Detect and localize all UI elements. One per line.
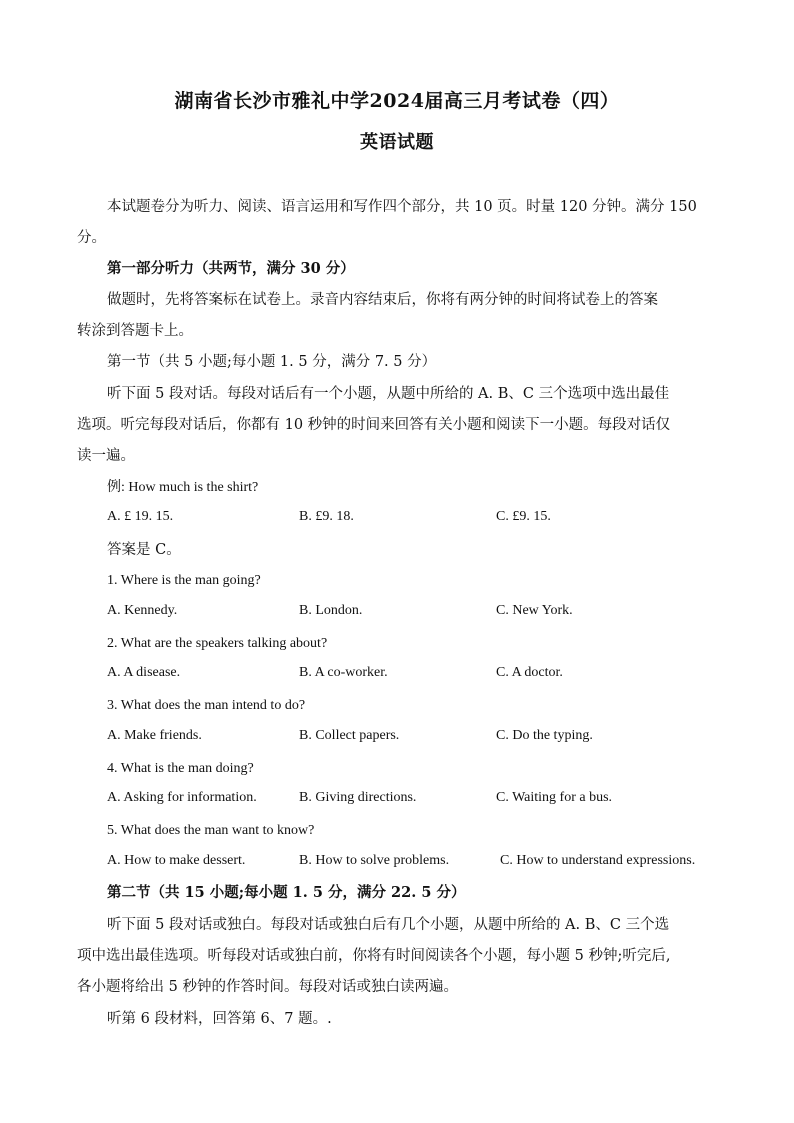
section1-heading: 第一节（共 5 小题;每小题 1. 5 分，满分 7. 5 分） xyxy=(107,354,437,370)
question-2: 2. What are the speakers talking about? xyxy=(107,636,328,651)
question-4-option-a: A. Asking for information. xyxy=(107,790,257,805)
question-2-option-c: C. A doctor. xyxy=(496,665,563,680)
question-4-option-c: C. Waiting for a bus. xyxy=(496,790,613,805)
section1-instruction-line-3: 读一遍。 xyxy=(77,448,135,464)
question-1-option-a: A. Kennedy. xyxy=(107,603,178,618)
question-2-option-b: B. A co-worker. xyxy=(299,665,388,680)
example-option-b: B. £9. 18. xyxy=(299,509,354,524)
question-4: 4. What is the man doing? xyxy=(107,761,254,776)
section2-instruction-line-2: 项中选出最佳选项。听每段对话或独白前，你将有时间阅读各个小题，每小题 5 秒钟;听完后, xyxy=(77,948,671,964)
question-4-option-b: B. Giving directions. xyxy=(299,790,417,805)
part1-heading: 第一部分听力（共两节，满分 30 分） xyxy=(107,260,355,277)
question-1-option-c: C. New York. xyxy=(496,603,573,618)
example-option-c: C. £9. 15. xyxy=(496,509,551,524)
section1-instruction-line-1: 听下面 5 段对话。每段对话后有一个小题，从题中所给的 A. B、C 三个选项中选出最佳 xyxy=(107,386,670,402)
question-5-option-c: C. How to understand expressions. xyxy=(500,853,696,868)
exam-subject: 英语试题 xyxy=(360,132,434,153)
question-5-option-a: A. How to make dessert. xyxy=(107,853,246,868)
example-question: 例: How much is the shirt? xyxy=(107,480,259,495)
intro-line-2: 分。 xyxy=(77,230,106,246)
section2-instruction-line-3: 各小题将给出 5 秒钟的作答时间。每段对话或独白读两遍。 xyxy=(77,979,458,995)
question-3-option-c: C. Do the typing. xyxy=(496,728,593,743)
section2-instruction-line-1: 听下面 5 段对话或独白。每段对话或独白后有几个小题，从题中所给的 A. B、C 三个选 xyxy=(107,917,670,933)
question-5: 5. What does the man want to know? xyxy=(107,823,315,838)
question-3-option-a: A. Make friends. xyxy=(107,728,202,743)
example-answer: 答案是 C。 xyxy=(107,542,181,558)
question-2-option-a: A. A disease. xyxy=(107,665,181,680)
section2-heading: 第二节（共 15 小题;每小题 1. 5 分，满分 22. 5 分） xyxy=(107,884,466,901)
example-option-a: A. £ 19. 15. xyxy=(107,509,174,524)
section1-instruction-line-2: 选项。听完每段对话后，你都有 10 秒钟的时间来回答有关小题和阅读下一小题。每段对话仅 xyxy=(77,417,671,433)
section2-material-note: 听第 6 段材料，回答第 6、7 题。. xyxy=(107,1011,332,1027)
question-1: 1. Where is the man going? xyxy=(107,573,261,588)
question-1-option-b: B. London. xyxy=(299,603,363,618)
intro-line-1: 本试题卷分为听力、阅读、语言运用和写作四个部分，共 10 页。时量 120 分钟。满分 150 xyxy=(107,199,697,215)
part1-instruction-line-2: 转涂到答题卡上。 xyxy=(77,323,193,339)
exam-title: 湖南省长沙市雅礼中学2024届高三月考试卷（四） xyxy=(174,90,620,112)
part1-instruction-line-1: 做题时，先将答案标在试卷上。录音内容结束后，你将有两分钟的时间将试卷上的答案 xyxy=(107,292,658,308)
question-3-option-b: B. Collect papers. xyxy=(299,728,400,743)
question-3: 3. What does the man intend to do? xyxy=(107,698,306,713)
question-5-option-b: B. How to solve problems. xyxy=(299,853,450,868)
